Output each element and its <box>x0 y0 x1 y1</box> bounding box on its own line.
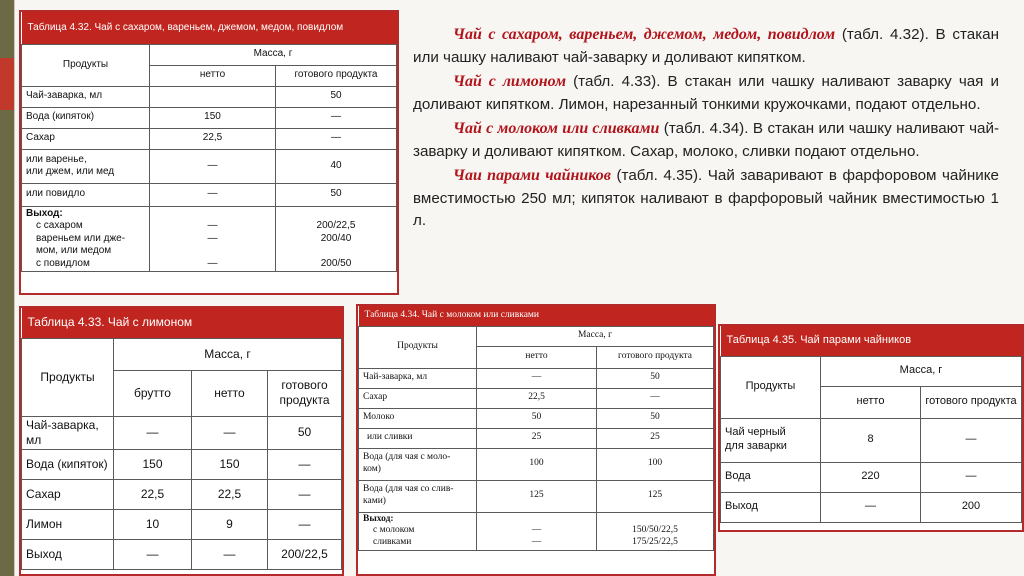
table-row: Лимон 10 9 — <box>22 509 342 539</box>
table-4-33 <box>19 306 344 576</box>
table-title: Таблица 4.35. Чай парами чайников <box>721 326 1022 356</box>
table-4-34 <box>356 304 716 576</box>
header-products: Продукты <box>22 338 114 416</box>
header-ready: готового продукта <box>597 346 714 368</box>
table-row: Вода (для чая с моло- ком) 100 100 <box>359 448 714 480</box>
left-divider-line <box>14 0 15 576</box>
header-products: Продукты <box>359 326 477 368</box>
table-row: Чай-заварка, мл — — 50 <box>22 416 342 449</box>
table-row: Вода (для чая со слив- ками) 125 125 <box>359 480 714 512</box>
table-row: Сахар 22,5 — <box>359 388 714 408</box>
paragraph-teapots: Чаи парами чайников (табл. 4.35). Чай заваривают в фарфоровом чайнике вместимостью 250 мл; кипяток наливают в фарфоровый чайник вместимостью 1 л. <box>413 167 999 229</box>
table-row-output: Выход: с молоком сливками — — 150/50/22,5 175/25/22,5 <box>359 512 714 551</box>
table-row: Вода (кипяток) 150 150 — <box>22 449 342 479</box>
table-row: Чай черный для заварки 8 — <box>721 418 1022 462</box>
header-net: нетто <box>821 386 921 418</box>
table-row: Вода 220 — <box>721 462 1022 492</box>
header-gross: брутто <box>114 370 192 416</box>
table-4-32 <box>19 10 399 295</box>
table-title: Таблица 4.34. Чай с молоком или сливками <box>359 306 714 326</box>
header-net: нетто <box>477 346 597 368</box>
table-row: Сахар 22,5 22,5 — <box>22 479 342 509</box>
left-accent-bar <box>0 58 14 110</box>
table-row: Сахар 22,5 — <box>22 128 397 149</box>
header-mass: Масса, г <box>150 44 397 65</box>
header-net: нетто <box>150 65 276 86</box>
paragraph-lemon: Чай с лимоном (табл. 4.33). В стакан или чашку наливают заварку чая и доливают кипятком. Лимон, нарезанный тонкими кружочками, подают отдельно. <box>413 73 999 113</box>
table-row: или варенье, или джем, или мед — 40 <box>22 149 397 183</box>
header-net: нетто <box>192 370 268 416</box>
header-ready: готового продукта <box>268 370 342 416</box>
paragraph-sugar: Чай с сахаром, вареньем, джемом, медом, повидлом (табл. 4.32). В стакан или чашку наливают чай-заварку и доливают кипятком. <box>413 26 1000 66</box>
table-row: или повидло — 50 <box>22 183 397 206</box>
table-title: Таблица 4.33. Чай с лимоном <box>22 308 342 338</box>
table-row-output: Выход: с сахаром вареньем или дже- мом, или медом с повидлом — — — 200/22,5 200/40 200/50 <box>22 206 397 272</box>
table-row: или сливки 25 25 <box>359 428 714 448</box>
header-ready: готового продукта <box>276 65 397 86</box>
table-row: Чай-заварка, мл 50 <box>22 86 397 107</box>
header-products: Продукты <box>721 356 821 418</box>
header-mass: Масса, г <box>114 338 342 370</box>
table-4-35 <box>718 324 1024 532</box>
table-title: Таблица 4.32. Чай с сахаром, вареньем, джемом, медом, повидлом <box>22 12 397 44</box>
table-row: Вода (кипяток) 150 — <box>22 107 397 128</box>
table-row: Выход — 200 <box>721 492 1022 522</box>
description-text <box>413 24 999 235</box>
table-row: Чай-заварка, мл — 50 <box>359 368 714 388</box>
paragraph-milk: Чай с молоком или сливками (табл. 4.34). В стакан или чашку наливают чай-заварку и доливают кипятком. Сахар, молоко, сливки подают отдельно. <box>413 120 1000 160</box>
header-mass: Масса, г <box>821 356 1022 386</box>
header-ready: готового продукта <box>921 386 1022 418</box>
header-products: Продукты <box>22 44 150 86</box>
header-mass: Масса, г <box>477 326 714 346</box>
table-row: Молоко 50 50 <box>359 408 714 428</box>
table-row: Выход — — 200/22,5 <box>22 539 342 569</box>
